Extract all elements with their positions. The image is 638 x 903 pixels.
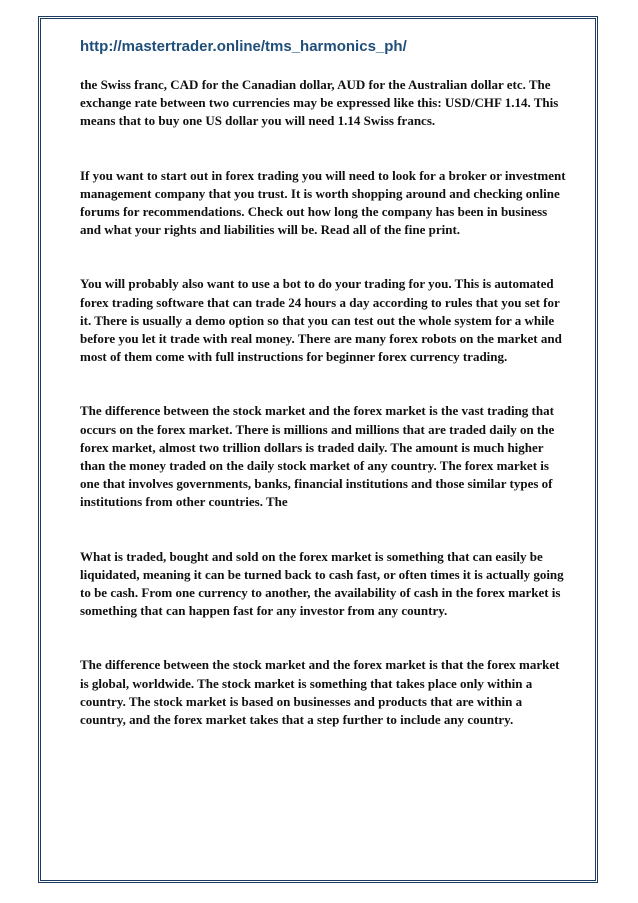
header-url-link[interactable]: http://mastertrader.online/tms_harmonics_ph/: [80, 38, 407, 55]
paragraph-2: If you want to start out in forex trading you will need to look for a broker or investment management company that you trust. It is worth shopping around and checking online forums for recommendations. Check out how long the company has been in business and what your rights and liabilities will be. Read all of the fine print.: [80, 167, 566, 238]
paragraph-3: You will probably also want to use a bot to do your trading for you. This is automated forex trading software that can trade 24 hours a day according to rules that you set for it. There is usually a demo option so that you can test out the whole system for a while before you let it trade with real money. There are many forex robots on the market and most of them come with full instructions for beginner forex currency trading.: [80, 276, 562, 365]
paragraph-5: What is traded, bought and sold on the forex market is something that can easily be liquidated, meaning it can be turned back to cash fast, or often times it is actually going to be cash. From one currency to another, the availability of cash in the forex market is something that can happen fast for any investor from any country.: [80, 548, 564, 619]
paragraph-4: The difference between the stock market and the forex market is the vast trading that occurs on the forex market. There is millions and millions that are traded daily on the forex market, almost two trillion dollars is traded daily. The amount is much higher than the money traded on the daily stock market of any country. The forex market is one that involves governments, banks, financial institutions and those similar types of institutions from other countries. The: [80, 403, 555, 510]
paragraph-6: The difference between the stock market and the forex market is that the forex market is global, worldwide. The stock market is something that takes place only within a country. The stock market is based on businesses and products that are within a country, and the forex market takes that a step further to include any country.: [80, 657, 560, 728]
paragraph-1: the Swiss franc, CAD for the Canadian dollar, AUD for the Australian dollar etc. The exchange rate between two currencies may be expressed like this: USD/CHF 1.14. This means that to buy one US dollar you will need 1.14 Swiss francs.: [80, 77, 559, 129]
document-body: [80, 76, 570, 765]
